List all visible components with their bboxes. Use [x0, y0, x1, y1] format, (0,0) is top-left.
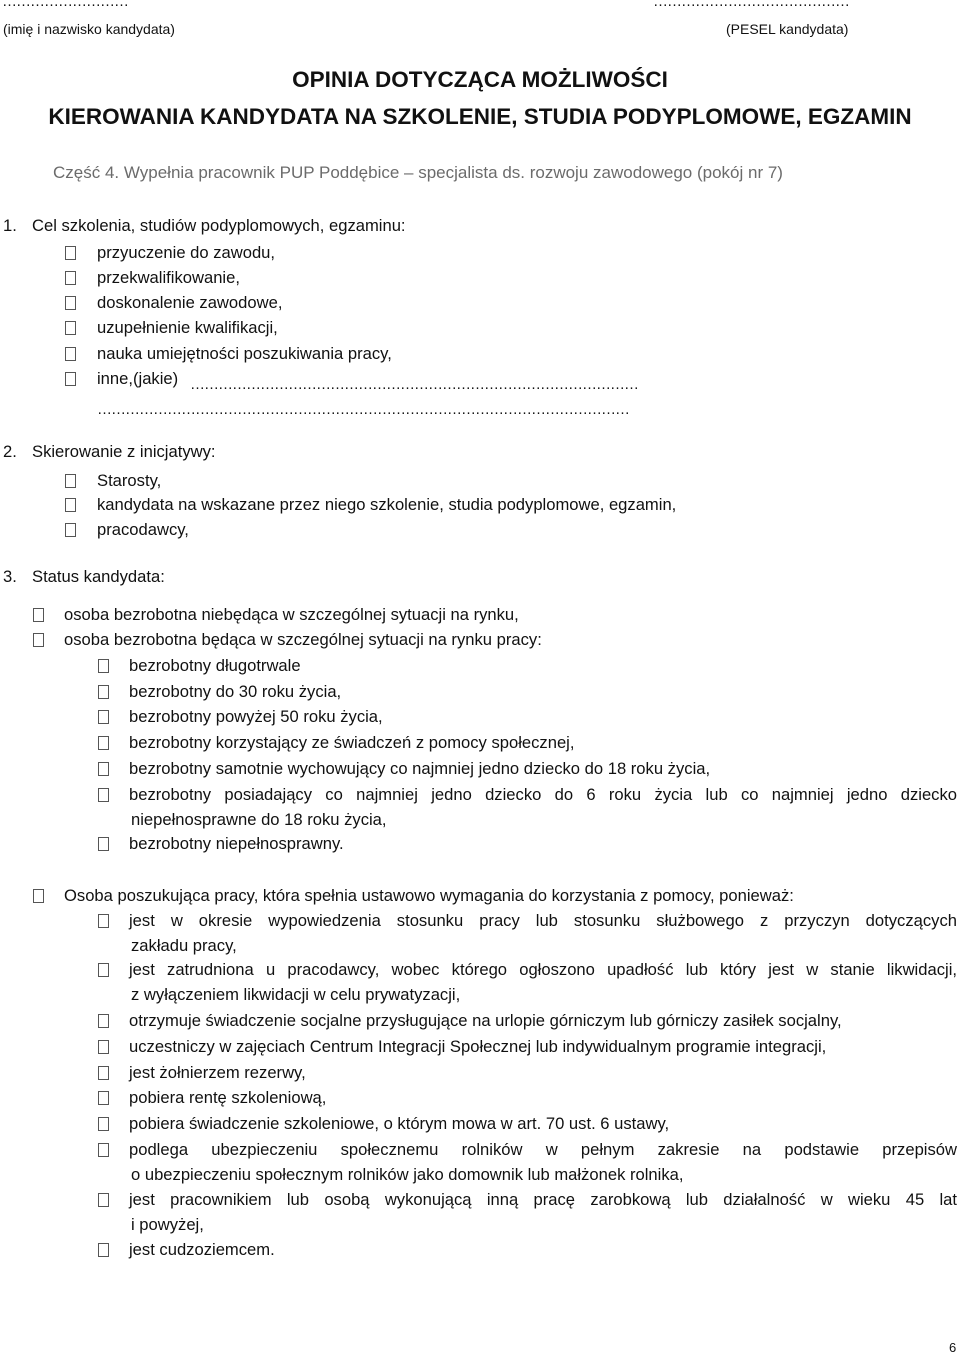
title-line-2: KIEROWANIA KANDYDATA NA SZKOLENIE, STUDIA PODYPLOMOWE, EGZAMIN: [48, 104, 912, 129]
option-label-continued: o ubezpieczeniu społecznym rolników jako domownik lub małżonek rolnika,: [131, 1165, 684, 1184]
checkbox-przekwalifikowanie[interactable]: [65, 271, 76, 285]
option-label: jest cudzoziemcem.: [129, 1240, 275, 1259]
option-label: bezrobotny powyżej 50 roku życia,: [129, 707, 383, 726]
checkbox-przyuczenie[interactable]: [65, 246, 76, 260]
name-label: (imię i nazwisko kandydata): [3, 21, 175, 37]
option-label: Starosty,: [97, 471, 162, 490]
option-label-continued: zakładu pracy,: [131, 936, 237, 955]
option-label: bezrobotny długotrwale: [129, 656, 301, 675]
part-heading: Część 4. Wypełnia pracownik PUP Poddębice – specjalista ds. rozwoju zawodowego (pokój nr 7): [53, 163, 783, 182]
checkbox-cis[interactable]: [98, 1040, 109, 1054]
checkbox-doskonalenie[interactable]: [65, 296, 76, 310]
checkbox-45-lat[interactable]: [98, 1193, 109, 1207]
title-line-1: OPINIA DOTYCZĄCA MOŻLIWOŚCI: [292, 67, 668, 92]
checkbox-wypowiedzenie[interactable]: [98, 914, 109, 928]
checkbox-do-30[interactable]: [98, 685, 109, 699]
option-label: przyuczenie do zawodu,: [97, 243, 276, 262]
option-label: bezrobotny niepełnosprawny.: [129, 834, 344, 853]
option-label: uzupełnienie kwalifikacji,: [97, 318, 278, 337]
pesel-fill-dots: ……………………………………: [653, 0, 849, 10]
checkbox-kandydata[interactable]: [65, 498, 76, 512]
checkbox-zolnierz[interactable]: [98, 1066, 109, 1080]
option-label: nauka umiejętności poszukiwania pracy,: [97, 344, 392, 363]
option-label: doskonalenie zawodowe,: [97, 293, 283, 312]
page-number: 6: [949, 1340, 957, 1355]
checkbox-starosty[interactable]: [65, 474, 76, 488]
checkbox-pomoc-spoleczna[interactable]: [98, 736, 109, 750]
checkbox-powyzej-50[interactable]: [98, 710, 109, 724]
checkbox-upadlosc[interactable]: [98, 963, 109, 977]
checkbox-dlugotrwale[interactable]: [98, 659, 109, 673]
option-label: pracodawcy,: [97, 520, 189, 539]
option-label: kandydata na wskazane przez niego szkolenie, studia podyplomowe, egzamin,: [97, 495, 677, 514]
name-fill-dots: ………………………: [2, 0, 128, 10]
checkbox-samotnie[interactable]: [98, 762, 109, 776]
option-label: bezrobotny korzystający ze świadczeń z pomocy społecznej,: [129, 733, 575, 752]
checkbox-status-bedaca[interactable]: [33, 633, 44, 647]
section1-number: 1.: [3, 216, 17, 235]
other-fill-dots[interactable]: ……………………………………………………………………………………: [190, 376, 638, 393]
checkbox-dziecko-6[interactable]: [98, 788, 109, 802]
section2-heading: Skierowanie z inicjatywy:: [32, 442, 216, 461]
option-label: jest zatrudniona u pracodawcy, wobec którego ogłoszono upadłość lub który jest w stanie likwidacji,: [129, 960, 957, 979]
option-label-continued: i powyżej,: [131, 1215, 204, 1234]
option-label: jest pracownikiem lub osobą wykonującą inną pracę zarobkową lub działalność w wieku 45 lat: [129, 1190, 957, 1209]
checkbox-nauka[interactable]: [65, 347, 76, 361]
option-label: jest w okresie wypowiedzenia stosunku pracy lub stosunku służbowego z przyczyn dotyczących: [129, 911, 957, 930]
section1-heading: Cel szkolenia, studiów podyplomowych, egzaminu:: [32, 216, 406, 235]
status-label: osoba bezrobotna będąca w szczególnej sytuacji na rynku pracy:: [64, 630, 542, 649]
checkbox-niepelnosprawny[interactable]: [98, 837, 109, 851]
option-label: otrzymuje świadczenie socjalne przysługujące na urlopie górniczym lub górniczy zasiłek socjalny,: [129, 1011, 842, 1030]
checkbox-urlop-gorniczy[interactable]: [98, 1014, 109, 1028]
section3-number: 3.: [3, 567, 17, 586]
option-label: jest żołnierzem rezerwy,: [129, 1063, 306, 1082]
checkbox-inne[interactable]: [65, 372, 76, 386]
checkbox-uzupelnienie[interactable]: [65, 321, 76, 335]
checkbox-cudzoziemiec[interactable]: [98, 1243, 109, 1257]
checkbox-swiadczenie-szkoleniowe[interactable]: [98, 1117, 109, 1131]
checkbox-renta[interactable]: [98, 1091, 109, 1105]
option-label: inne,(jakie): [97, 369, 179, 388]
status-label: Osoba poszukująca pracy, która spełnia ustawowo wymagania do korzystania z pomocy, ponieważ:: [64, 886, 794, 905]
section3-heading: Status kandydata:: [32, 567, 165, 586]
option-label: pobiera świadczenie szkoleniowe, o którym mowa w art. 70 ust. 6 ustawy,: [129, 1114, 670, 1133]
option-label: bezrobotny samotnie wychowujący co najmniej jedno dziecko do 18 roku życia,: [129, 759, 711, 778]
pesel-label: (PESEL kandydata): [726, 21, 849, 37]
other-continuation-dots[interactable]: ……………………………………………………………………………………………………: [97, 401, 629, 418]
checkbox-pracodawcy[interactable]: [65, 523, 76, 537]
option-label: bezrobotny do 30 roku życia,: [129, 682, 342, 701]
option-label: przekwalifikowanie,: [97, 268, 240, 287]
checkbox-status-niebedaca[interactable]: [33, 608, 44, 622]
option-label-continued: z wyłączeniem likwidacji w celu prywatyzacji,: [131, 985, 461, 1004]
option-label: podlega ubezpieczeniu społecznemu rolników w pełnym zakresie na podstawie przepisów: [129, 1140, 957, 1159]
checkbox-status-poszukujaca[interactable]: [33, 889, 44, 903]
option-label: uczestniczy w zajęciach Centrum Integracji Społecznej lub indywidualnym programie integracji,: [129, 1037, 827, 1056]
option-label: bezrobotny posiadający co najmniej jedno dziecko do 6 roku życia lub co najmniej jedno dziecko: [129, 785, 957, 804]
checkbox-krus[interactable]: [98, 1143, 109, 1157]
status-label: osoba bezrobotna niebędąca w szczególnej sytuacji na rynku,: [64, 605, 519, 624]
section2-number: 2.: [3, 442, 17, 461]
option-label: pobiera rentę szkoleniową,: [129, 1088, 327, 1107]
option-label-continued: niepełnosprawne do 18 roku życia,: [131, 810, 387, 829]
